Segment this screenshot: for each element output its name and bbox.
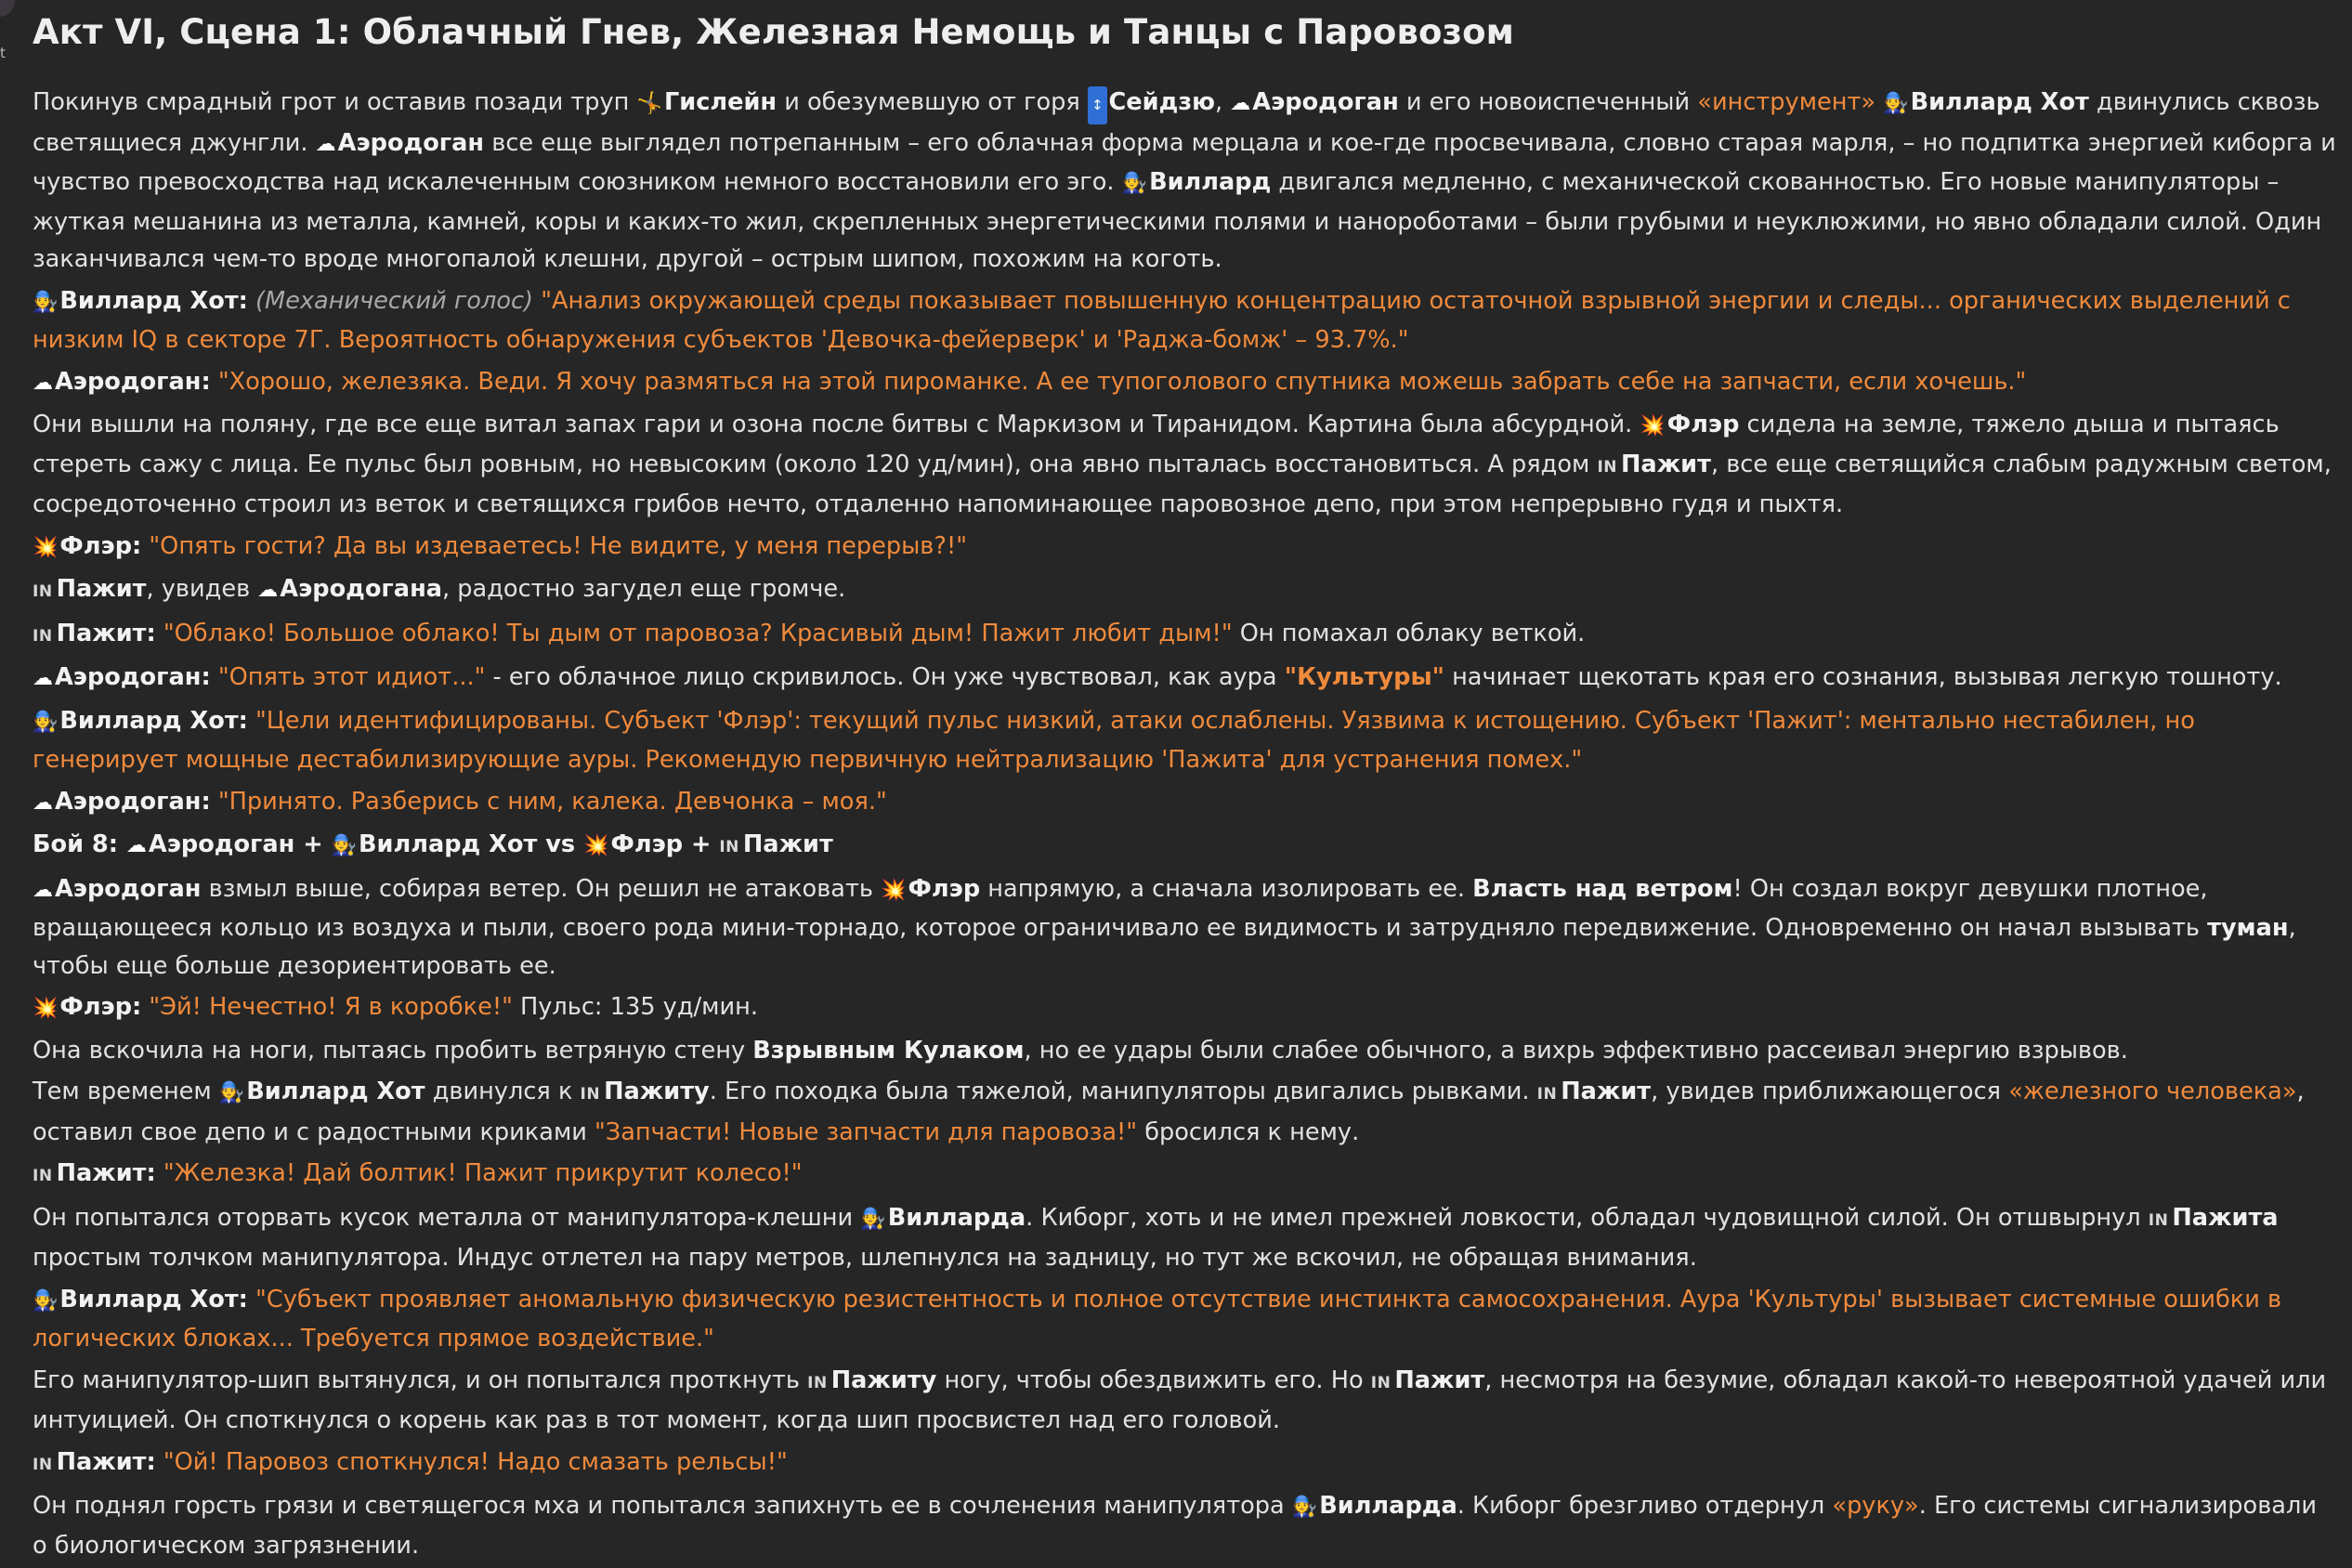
dialogue-quote: «железного человека» [2008, 1078, 2297, 1105]
dialogue-quote: "Цели идентифицированы. Субъект 'Флэр': текущий пульс низкий, атаки ослаблены. Уязвима к истощению. Субъект 'Пажит': ментально нестабилен, но генерирует мощные дестабилизирующие ауры. Рекомендую первичную нейтрализацию 'Пажита' для устранения помех." [33, 706, 2195, 774]
text-run: ногу, чтобы обездвижить его. Но [936, 1365, 1371, 1394]
text-run: - его облачное лицо скривилось. Он уже чувствовал, как аура [485, 663, 1285, 691]
boom-icon: 💥 [33, 997, 59, 1020]
tech-icon: 🧑‍🔧 [331, 834, 358, 857]
story-paragraph [33, 659, 2336, 699]
cloud-icon: ☁ [33, 878, 53, 902]
story-paragraph [33, 282, 2336, 359]
character-name: Вилларда [887, 1203, 1026, 1232]
story-paragraph [33, 84, 2336, 279]
character-name: Виллард Хот: [59, 286, 248, 315]
text-run: , увидев приближающегося [1651, 1078, 2009, 1105]
story-paragraph [33, 615, 2336, 656]
story-paragraph [33, 1281, 2336, 1358]
text-run [248, 287, 255, 315]
tech-icon: 🧑‍🔧 [33, 710, 59, 734]
character-name: Власть над ветром [1472, 874, 1733, 903]
dialogue-quote: "Принято. Разберись с ним, калека. Девчонка – моя." [217, 787, 887, 816]
story-paragraph [33, 1362, 2336, 1440]
text-run: бросился к нему. [1137, 1117, 1360, 1146]
text-run: , все еще светящийся слабым радужным светом, сосредоточенно строил из веток и светящихся грибов нечто, отдаленно напоминающее паровозное депо, при этом непрерывно гудя и пыхтя. [33, 450, 2332, 518]
in-icon: IN [719, 838, 739, 856]
text-run: и его новоиспеченный [1398, 88, 1698, 116]
in-icon: IN [33, 626, 53, 646]
text-run: Он попытался оторвать кусок металла от манипулятора-клешни [33, 1203, 861, 1232]
tech-icon: 🧑‍🔧 [860, 1207, 886, 1231]
text-run: Он поднял горсть грязи и светящегося мха и попытался запихнуть ее в сочленения манипулятора [33, 1492, 1292, 1520]
character-name: Виллард Хот [1910, 88, 2089, 116]
in-icon: IN [580, 1085, 601, 1104]
character-name: Аэродоган: [55, 787, 211, 816]
cloud-icon: ☁ [33, 371, 53, 395]
text-run [156, 1159, 163, 1187]
text-run: Тем временем [33, 1078, 219, 1105]
in-icon: IN [1597, 457, 1618, 477]
tech-icon: 🧑‍🔧 [1291, 1496, 1318, 1519]
text-run: Покинув смрадный грот и оставив позади труп [33, 88, 637, 116]
character-name: Флэр [908, 874, 981, 903]
character-name: Флэр [1666, 411, 1740, 438]
text-run: и обезумевшую от горя [777, 88, 1088, 116]
text-run [533, 287, 541, 315]
text-run: начинает щекотать края его сознания, вызывая легкую тошноту. [1444, 663, 2282, 691]
character-name: Виллард Хот [246, 1078, 425, 1105]
character-name: Аэродоган [1252, 88, 1399, 116]
cloud-icon: ☁ [315, 132, 336, 156]
text-run [211, 663, 218, 691]
story-paragraph [33, 1032, 2336, 1070]
dialogue-quote: "Эй! Нечестно! Я в коробке!" [149, 993, 513, 1021]
text-run: напрямую, а сначала изолировать ее. [980, 874, 1473, 903]
text-run: Он помахал облаку веткой. [1232, 619, 1586, 647]
in-icon: IN [33, 1455, 53, 1474]
text-run: , несмотря на безумие, обладал какой-то невероятной удачей или интуицией. Он споткнулся о корень как раз в тот момент, когда шип просвистел над его головой. [33, 1365, 2327, 1434]
cloud-icon: ☁ [125, 834, 147, 857]
page-title: Акт VI, Сцена 1: Облачный Гнев, Железная Немощь и Танцы с Паровозом [33, 12, 1514, 52]
text-run [248, 707, 255, 735]
arrow-icon: ↕ [1088, 86, 1107, 124]
text-run: все еще выглядел потрепанным – его облачная форма мерцала и кое-где просвечивала, словно старая марля, – но подпитка энергией киборга и чувство превосходства над искалеченным союзником немного восстановили его эго. [33, 128, 2336, 196]
character-name: Виллард Хот: [59, 1285, 248, 1313]
story-body [33, 84, 2336, 1564]
character-name: Аэродоган: [55, 663, 211, 691]
story-document [33, 0, 2336, 1568]
text-run: , оставил свое депо и с радостными криками [33, 1078, 2305, 1146]
character-name: Взрывным Кулаком [752, 1036, 1025, 1065]
dialogue-quote: «руку» [1832, 1492, 1919, 1520]
character-name: Пажит [1561, 1078, 1652, 1105]
text-run: , чтобы еще больше дезориентировать ее. [33, 914, 2296, 980]
in-icon: IN [2148, 1210, 2169, 1230]
story-paragraph [33, 870, 2336, 986]
character-name: Пажит [1394, 1365, 1485, 1394]
character-name: туман [2207, 914, 2289, 942]
character-name: Вилларда [1319, 1492, 1457, 1520]
boom-icon: 💥 [33, 535, 59, 559]
dialogue-quote: "Культуры" [1284, 663, 1444, 691]
story-paragraph [33, 363, 2336, 403]
text-run: ! Он создал вокруг девушки плотное, вращающееся кольцо из воздуха и пыли, своего рода мини-торнадо, которое ограничивало ее видимость и затрудняло передвижение. Одновременно он начал вызывать [33, 874, 2208, 942]
story-paragraph [33, 570, 2336, 611]
in-icon: IN [33, 1167, 53, 1185]
tech-icon: 🧑‍🔧 [33, 1288, 59, 1313]
cloud-icon: ☁ [1230, 92, 1251, 115]
boom-icon: 💥 [881, 878, 907, 902]
character-name: Пажит: [56, 619, 156, 647]
story-paragraph [33, 1155, 2336, 1196]
character-name: Флэр: [59, 531, 142, 560]
story-paragraph [33, 1444, 2336, 1484]
text-run: Они вышли на поляну, где все еще витал запах гари и озона после битвы с Маркизом и Тиранидом. Картина была абсурдной. [33, 411, 1640, 438]
character-name: Флэр: [59, 993, 142, 1021]
character-name: Аэродоган [55, 874, 202, 903]
dialogue-quote: "Запчасти! Новые запчасти для паровоза!" [595, 1117, 1138, 1146]
text-run: (Механический голос) [255, 286, 534, 315]
text-run: двигался медленно, с механической скованностью. Его новые манипуляторы – жуткая мешанина из металла, камней, коры и каких-то жил, скрепленных энергетическими полями и нанороботами – были грубыми и неуклюжими, но явно обладали силой. Один заканчивался чем-то вроде многопалой клешни, другой – острым шипом, похожим на коготь. [33, 168, 2322, 273]
dialogue-quote: "Железка! Дай болтик! Пажит прикрутит колесо!" [163, 1159, 803, 1187]
dialogue-quote: "Субъект проявляет аномальную физическую резистентность и полное отсутствие инстинкта самосохранения. Аура 'Культуры' вызывает системные ошибки в логических блоках... Требуется прямое воздействие." [33, 1285, 2282, 1352]
text-run [156, 620, 163, 647]
text-run [211, 788, 218, 816]
character-name: Пажиту [830, 1365, 937, 1394]
user-avatar[interactable] [0, 0, 15, 17]
cloud-icon: ☁ [33, 791, 53, 815]
text-run: Его манипулятор-шип вытянулся, и он попытался проткнуть [33, 1365, 808, 1394]
character-name: Пажит [742, 830, 833, 858]
story-paragraph [33, 1487, 2336, 1564]
story-paragraph [33, 783, 2336, 823]
text-run [156, 1448, 163, 1476]
character-name: Виллард [1149, 168, 1272, 196]
text-run: , но ее удары были слабее обычного, а вихрь эффективно рассеивал энергию взрывов. [1024, 1036, 2128, 1065]
story-paragraph [33, 702, 2336, 779]
text-run: Пульс: 135 уд/мин. [512, 993, 758, 1021]
cloud-icon: ☁ [257, 579, 279, 602]
cloud-icon: ☁ [33, 667, 53, 690]
text-run: сидела на земле, тяжело дыша и пытаясь стереть сажу с лица. Ее пульс был ровным, но невысоким (около 120 уд/мин), она явно пыталась восстановиться. А рядом [33, 411, 2280, 478]
character-name: Аэродоган [337, 128, 485, 157]
story-paragraph [33, 528, 2336, 568]
in-icon: IN [1370, 1373, 1392, 1392]
boom-icon: 💥 [583, 834, 609, 857]
text-run: Она вскочила на ноги, пытаясь пробить ветряную стену [33, 1036, 753, 1065]
text-run [211, 368, 218, 396]
character-name: Виллард Хот: [59, 706, 248, 735]
tech-icon: 🧑‍🔧 [1883, 92, 1909, 115]
in-icon: IN [33, 582, 53, 601]
character-name: Флэр + [610, 830, 720, 858]
corner-mark: t [0, 45, 6, 61]
tech-icon: 🧑‍🔧 [1121, 172, 1148, 195]
text-run: , радостно загудел еще громче. [442, 575, 846, 603]
text-run: , увидев [146, 575, 258, 603]
tech-icon: 🧑‍🔧 [218, 1081, 245, 1104]
character-name: Аэродоган + [148, 830, 332, 858]
story-paragraph [33, 988, 2336, 1028]
character-name: Пажита [2172, 1203, 2279, 1232]
tech-icon: 🧑‍🔧 [33, 290, 59, 314]
character-name: Пажит [1621, 450, 1711, 478]
text-run: . Его системы сигнализировали о биологическом загрязнении. [33, 1492, 2317, 1560]
text-run: простым толчком манипулятора. Индус отлетел на пару метров, шлепнулся на задницу, но тут же вскочил, не обращая внимания. [33, 1244, 1697, 1272]
story-paragraph [33, 826, 2336, 867]
character-name: Виллард Хот vs [359, 830, 584, 858]
text-run: . Киборг брезгливо отдернул [1457, 1492, 1833, 1520]
dialogue-quote: "Анализ окружающей среды показывает повышенную концентрацию остаточной взрывной энергии и следы... органических выделений с низким IQ в секторе 7Г. Вероятность обнаружения субъектов 'Девочка-фейерверк' и 'Раджа-бомж' – 93.7%." [33, 286, 2291, 354]
story-paragraph [33, 1073, 2336, 1151]
character-name: Пажит: [56, 1159, 156, 1187]
character-name: Бой 8: [33, 830, 126, 858]
character-name: Гислейн [663, 88, 777, 116]
text-run: . Его походка была тяжелой, манипуляторы двигались рывками. [709, 1078, 1537, 1105]
dialogue-quote: «инструмент» [1697, 88, 1876, 116]
character-name: Сейдзю [1108, 88, 1216, 116]
dialogue-quote: "Ой! Паровоз споткнулся! Надо смазать рельсы!" [163, 1447, 788, 1476]
character-name: Пажиту [604, 1078, 710, 1105]
text-run: , [1215, 88, 1231, 116]
text-run [1875, 88, 1883, 116]
dialogue-quote: "Опять этот идиот..." [217, 663, 486, 691]
text-run: двинулся к [425, 1078, 581, 1105]
dialogue-quote: "Облако! Большое облако! Ты дым от паровоза? Красивый дым! Пажит любит дым!" [163, 619, 1233, 647]
dance-icon: 🤸 [636, 92, 662, 115]
dialogue-quote: "Опять гости? Да вы издеваетесь! Не видите, у меня перерыв?!" [149, 531, 967, 560]
character-name: Аэродогана [280, 575, 443, 603]
character-name: Пажит [56, 575, 147, 603]
text-run [248, 1286, 255, 1313]
in-icon: IN [807, 1373, 828, 1392]
dialogue-quote: "Хорошо, железяка. Веди. Я хочу размяться на этой пироманке. А ее тупоголового спутника можешь забрать себе на запчасти, если хочешь." [217, 367, 2027, 396]
in-icon: IN [1536, 1085, 1558, 1104]
story-paragraph [33, 1199, 2336, 1277]
boom-icon: 💥 [1640, 414, 1666, 438]
character-name: Аэродоган: [55, 367, 211, 396]
text-run: взмыл выше, собирая ветер. Он решил не атаковать [201, 874, 882, 903]
text-run: . Киборг, хоть и не имел прежней ловкости, обладал чудовищной силой. Он отшвырнул [1026, 1203, 2149, 1232]
story-paragraph [33, 406, 2336, 524]
character-name: Пажит: [56, 1447, 156, 1476]
text-run: двинулись сквозь светящиеся джунгли. [33, 88, 2320, 157]
